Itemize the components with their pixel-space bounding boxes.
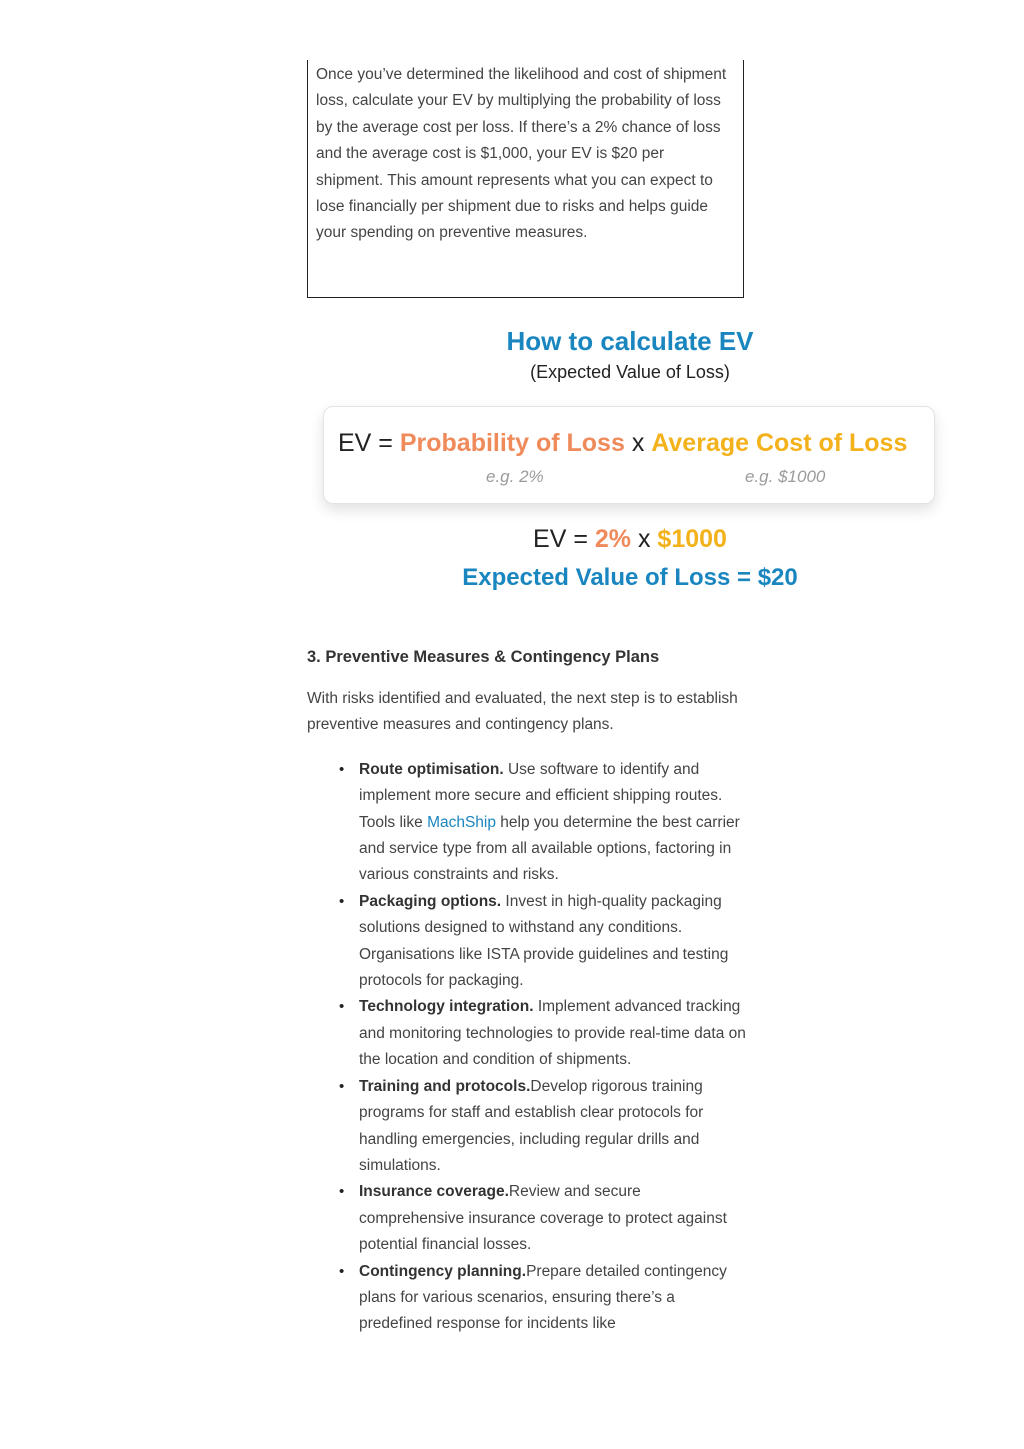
list-item [339,1074,749,1180]
formula-prefix: EV = [338,429,400,457]
measures-list [307,757,747,1338]
item-text: Review and secure comprehensive insurance coverage to protect against potential financial losses. [359,1183,727,1254]
machship-link[interactable]: MachShip [427,813,496,831]
bullet-icon: • [339,892,345,910]
bullet-icon: • [339,1183,345,1201]
list-item [339,994,749,1073]
list-item [339,1259,749,1338]
item-title: Route optimisation. [359,760,504,778]
section-intro: With risks identified and evaluated, the next step is to establish preventive measures and contingency plans. [307,690,738,734]
bullet-icon: • [339,1077,345,1095]
result-probability: 2% [594,525,632,553]
formula-cost-term: Average Cost of Loss [651,429,908,457]
item-title: Training and protocols. [359,1077,531,1095]
ev-worked-example [307,525,953,554]
item-text: help you determine the best carrier and service type from all available options, factoring in various constraints and risks. [359,813,740,884]
result-cost: $1000 [657,525,727,553]
item-title: Insurance coverage. [359,1183,509,1201]
result-prefix: EV = [533,525,595,553]
section-heading: 3. Preventive Measures & Contingency Plans [307,648,660,666]
item-text: Develop rigorous training programs for staff and establish clear protocols for handling emergencies, including regular drills and simulations. [359,1077,704,1174]
ev-subtitle: (Expected Value of Loss) [530,362,730,382]
item-text: Use software to identify and implement more secure and efficient shipping routes. Tools like [359,760,723,831]
item-text: Invest in high-quality packaging solutions designed to withstand any conditions. Organisations like ISTA provide guidelines and testing protocols for packaging. [359,892,729,990]
item-text: Implement advanced tracking and monitoring technologies to provide real-time data on the location and condition of shipments. [359,998,746,1069]
item-title: Packaging options. [359,892,502,910]
item-text: Prepare detailed contingency plans for various scenarios, ensuring there’s a predefined response for incidents like [359,1262,727,1333]
ev-infographic [307,320,947,610]
formula-operator: x [624,429,652,457]
bullet-icon: • [339,760,345,778]
list-item [339,889,749,995]
item-title: Contingency planning. [359,1262,527,1280]
list-item [339,1179,749,1258]
probability-example: e.g. 2% [486,467,544,486]
bullet-icon: • [339,998,345,1016]
bullet-icon: • [339,1262,345,1280]
ev-callout-box [307,60,744,298]
callout-text: Once you’ve determined the likelihood and cost of shipment loss, calculate your EV by multiplying the probability of loss by the average cost per loss. If there’s a 2% chance of loss and the average cost is $1,000, your EV is $20 per shipment. This amount represents what you can expect to lose financially per shipment due to risks and helps guide your spending on preventive measures. [316,66,727,242]
ev-result-total: Expected Value of Loss = $20 [462,564,798,591]
ev-title: How to calculate EV [506,326,754,356]
item-title: Technology integration. [359,998,534,1016]
preventive-measures-section [307,640,747,1338]
ev-formula [338,429,907,458]
result-operator: x [631,525,658,553]
list-item [339,757,749,889]
cost-example: e.g. $1000 [745,467,826,486]
ev-formula-card [323,406,935,504]
formula-probability-term: Probability of Loss [399,429,625,457]
